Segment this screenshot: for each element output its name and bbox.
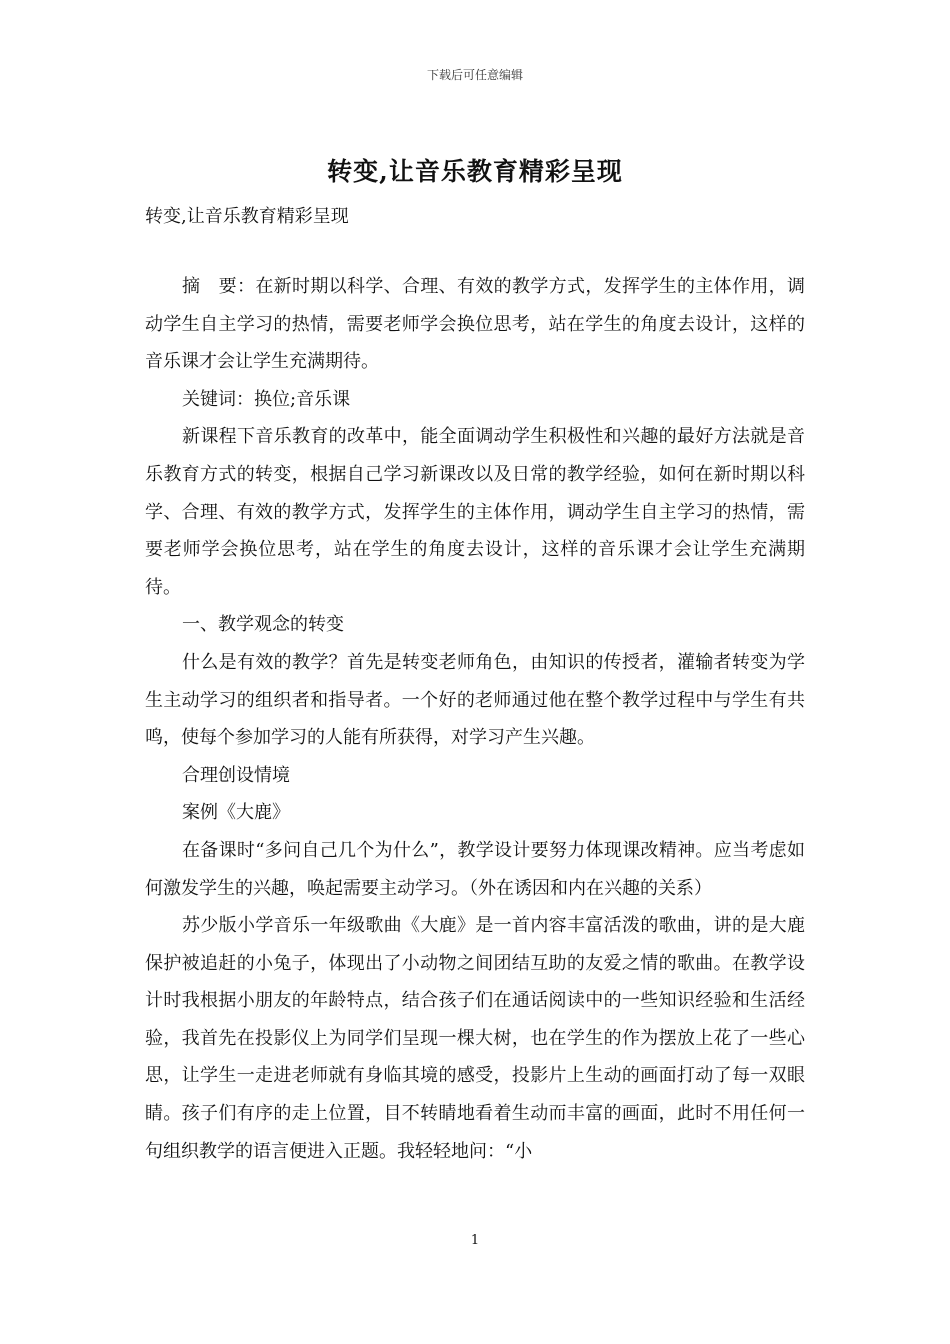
document-title: 转变,让音乐教育精彩呈现: [327, 157, 623, 186]
keywords-paragraph: 关键词：换位;音乐课: [182, 388, 351, 410]
document-body: [145, 268, 805, 1170]
abstract-paragraph: 摘 要：在新时期以科学、合理、有效的教学方式，发挥学生的主体作用，调动学生自主学习的热情，需要老师学会换位思考，站在学生的角度去设计，这样的音乐课才会让学生充满期待。: [145, 276, 805, 373]
subheading: 合理创设情境: [182, 764, 290, 786]
page-number: 1: [470, 1233, 480, 1248]
body-paragraph: 在备课时“多问自己几个为什么”，教学设计要努力体现课改精神。应当考虑如何激发学生的兴趣，唤起需要主动学习。（外在诱因和内在兴趣的关系）: [145, 839, 805, 899]
section-heading: 一、教学观念的转变: [182, 614, 344, 636]
case-heading: 案例《大鹿》: [182, 802, 290, 824]
page-header: 下载后可任意编辑: [426, 68, 523, 82]
body-paragraph: 苏少版小学音乐一年级歌曲《大鹿》是一首内容丰富活泼的歌曲，讲的是大鹿保护被追赶的小兔子，体现出了小动物之间团结互助的友爱之情的歌曲。在教学设计时我根据小朋友的年龄特点，结合孩子们在通话阅读中的一些知识经验和生活经验，我首先在投影仪上为同学们呈现一棵大树，也在学生的作为摆放上花了一些心思，让学生一走进老师就有身临其境的感受，投影片上生动的画面打动了每一双眼睛。孩子们有序的走上位置，目不转睛地看着生动而丰富的画面，此时不用任何一句组织教学的语言便进入正题。我轻轻地问：“小: [145, 915, 805, 1162]
document-subtitle: 转变,让音乐教育精彩呈现: [145, 206, 349, 227]
intro-paragraph: 新课程下音乐教育的改革中，能全面调动学生积极性和兴趣的最好方法就是音乐教育方式的转变，根据自己学习新课改以及日常的教学经验，如何在新时期以科学、合理、有效的教学方式，发挥学生的主体作用，调动学生自主学习的热情，需要老师学会换位思考，站在学生的角度去设计，这样的音乐课才会让学生充满期待。: [145, 426, 805, 598]
body-paragraph: 什么是有效的教学？首先是转变老师角色，由知识的传授者，灌输者转变为学生主动学习的组织者和指导者。一个好的老师通过他在整个教学过程中与学生有共鸣，使每个参加学习的人能有所获得，对学习产生兴趣。: [145, 651, 805, 749]
